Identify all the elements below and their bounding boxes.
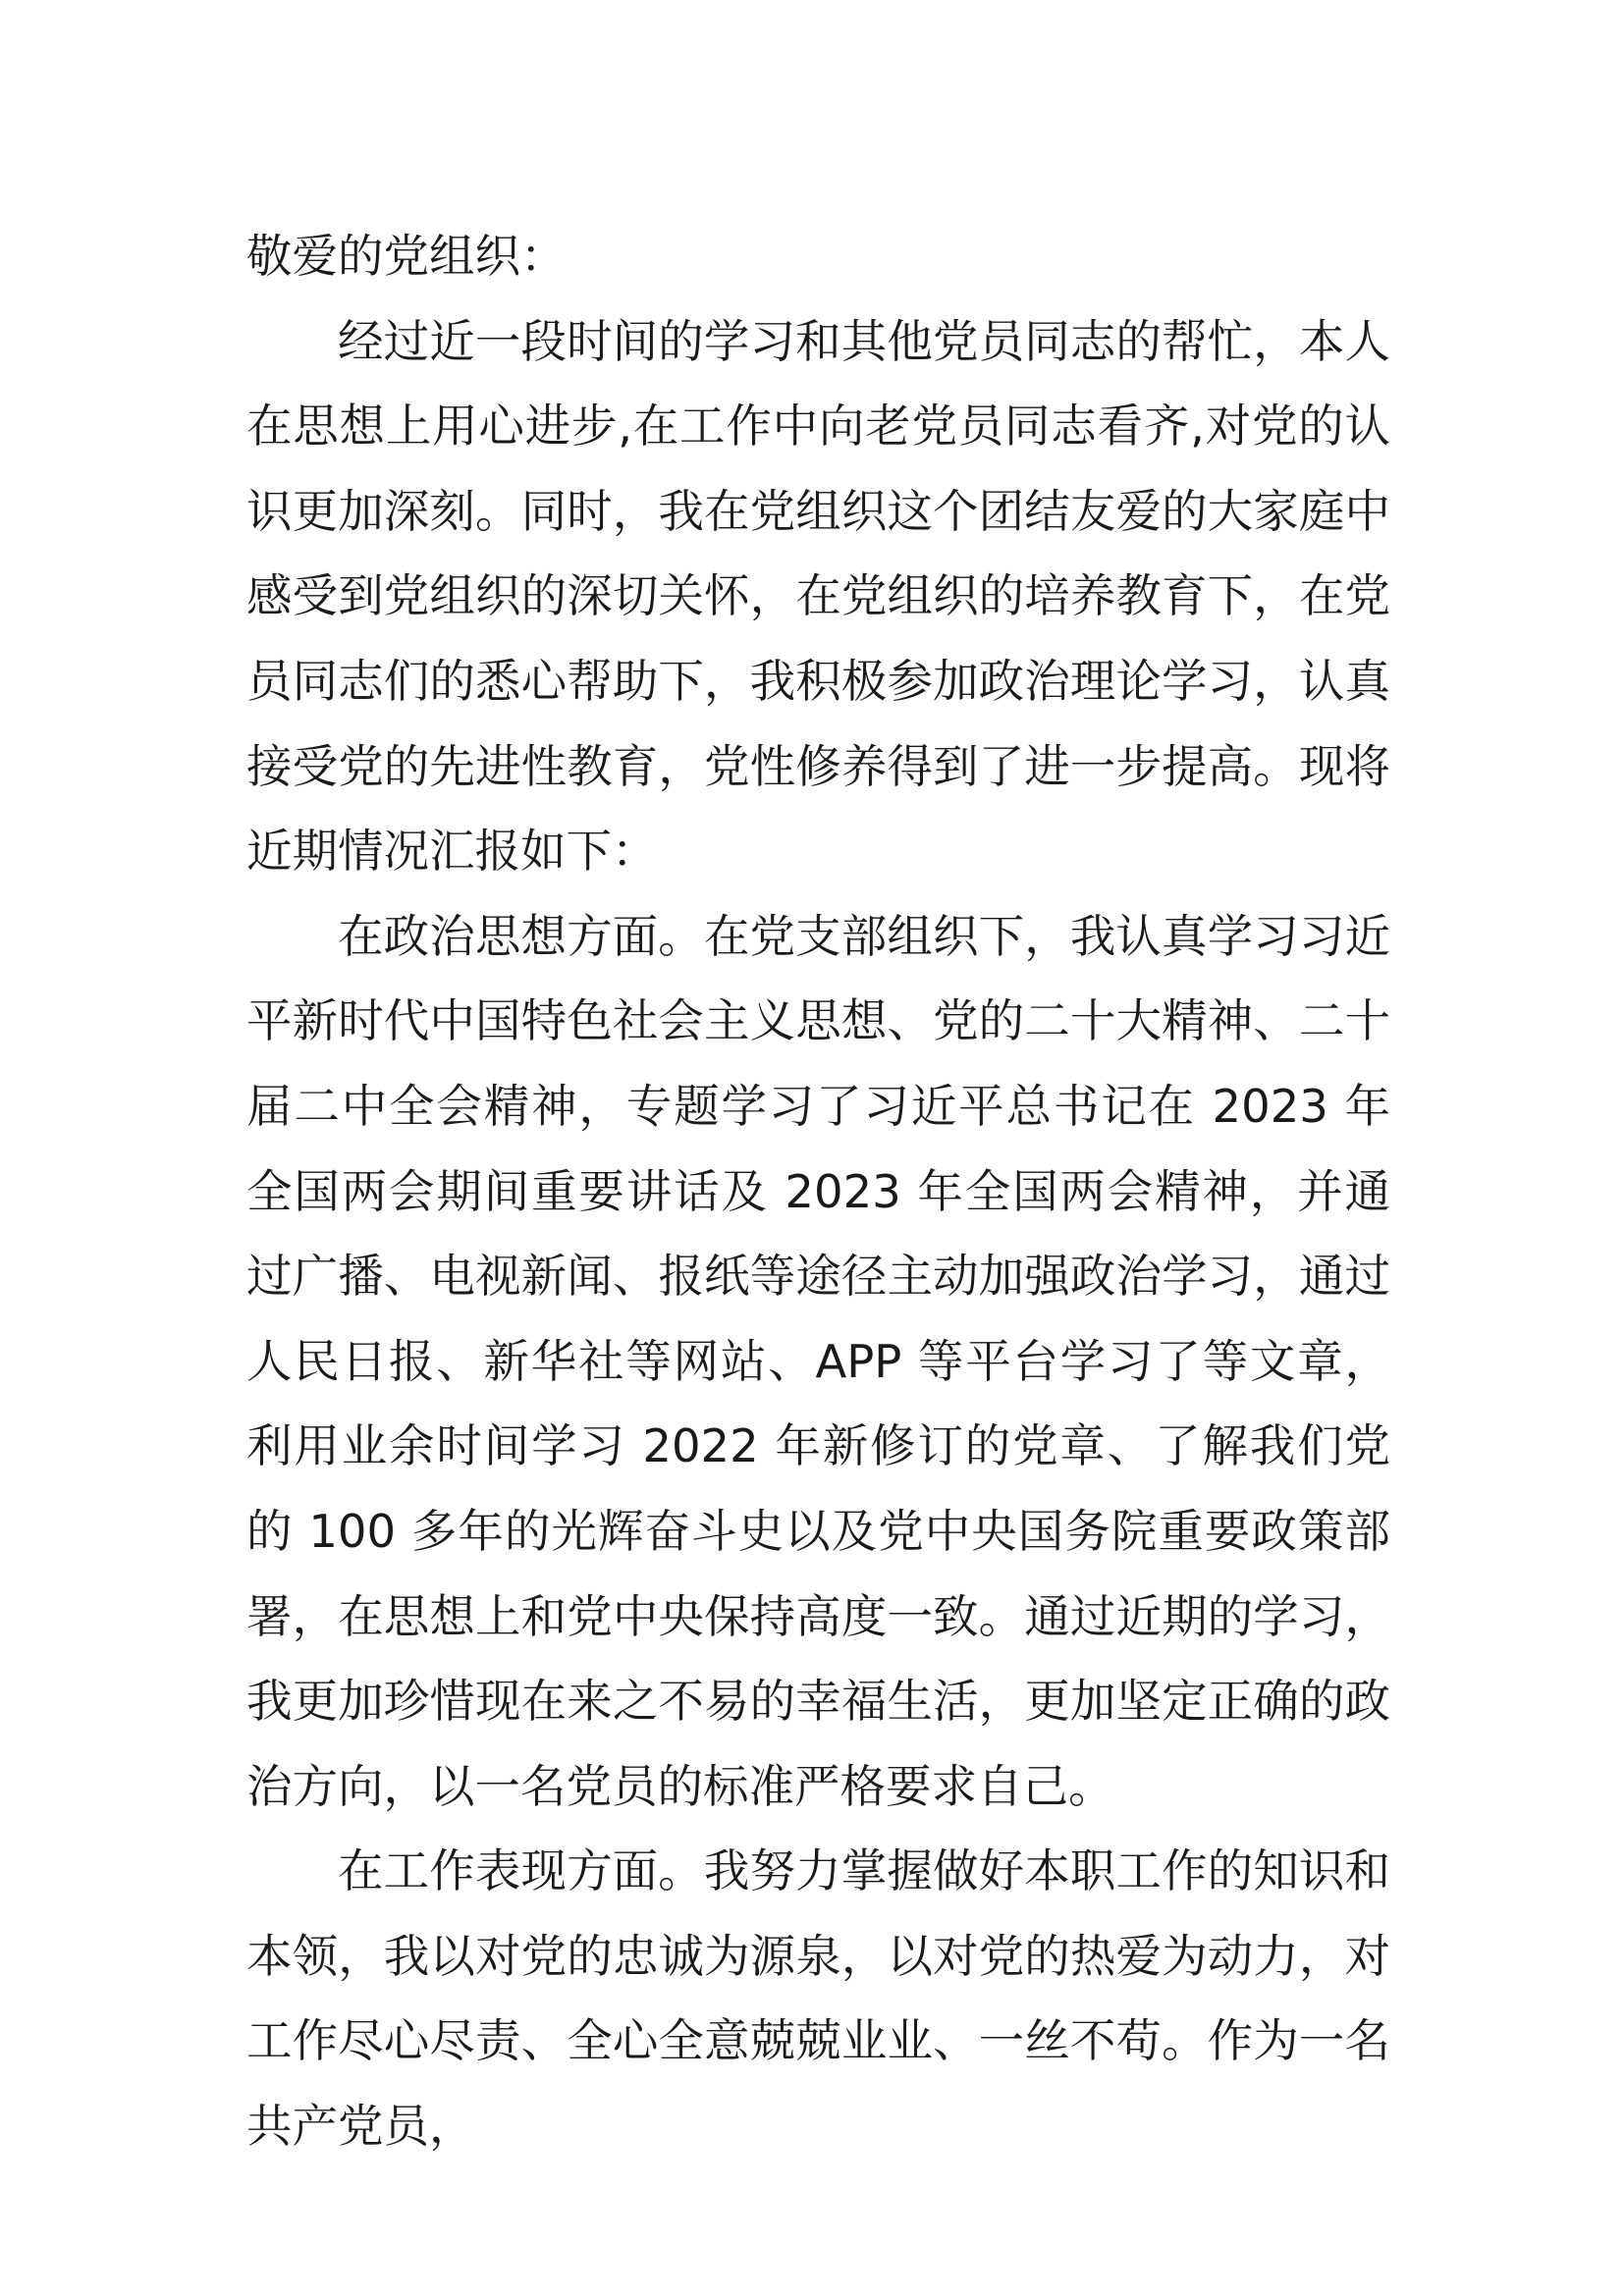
letter-body bbox=[246, 214, 1390, 2169]
paragraph-introduction: 经过近一段时间的学习和其他党员同志的帮忙，本人在思想上用心进步,在工作中向老党员同志看齐,对党的认识更加深刻。同时，我在党组织这个团结友爱的大家庭中感受到党组织的深切关怀，在党组织的培养教育下，在党员同志们的悉心帮助下，我积极参加政治理论学习，认真接受党的先进性教育，党性修养得到了进一步提高。现将近期情况汇报如下： bbox=[246, 314, 1390, 879]
paragraph-work-performance: 在工作表现方面。我努力掌握做好本职工作的知识和本领，我以对党的忠诚为源泉，以对党的热爱为动力，对工作尽心尽责、全心全意兢兢业业、一丝不苟。作为一名共产党员， bbox=[246, 1844, 1390, 2154]
salutation: 敬爱的党组织： bbox=[246, 230, 567, 283]
paragraph-political-thought: 在政治思想方面。在党支部组织下，我认真学习习近平新时代中国特色社会主义思想、党的二十大精神、二十届二中全会精神，专题学习了习近平总书记在 2023 年全国两会期间重要讲话及 2023 年全国两会精神，并通过广播、电视新闻、报纸等途径主动加强政治学习，通过人民日报、新华社等网站、APP 等平台学习了等文章，利用业余时间学习 2022 年新修订的党章、了解我们党的 100 多年的光辉奋斗史以及党中央国务院重要政策部署，在思想上和党中央保持高度一致。通过近期的学习，我更加珍惜现在来之不易的幸福生活，更加坚定正确的政治方向，以一名党员的标准严格要求自己。 bbox=[246, 909, 1390, 1813]
